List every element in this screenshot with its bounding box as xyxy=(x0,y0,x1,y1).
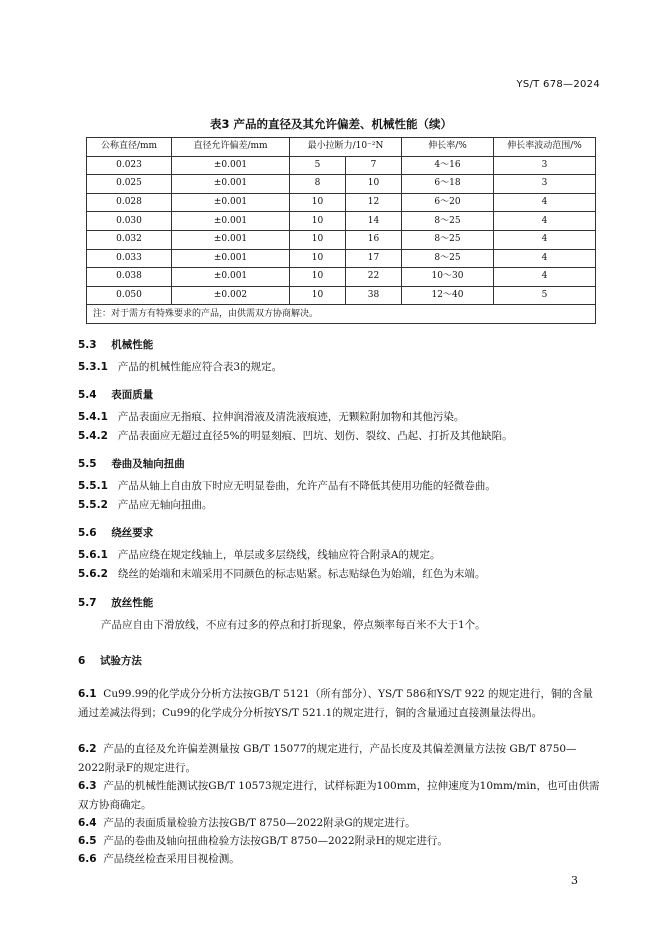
table-cell: 0.038 xyxy=(87,268,172,287)
clause xyxy=(78,777,603,814)
section-title: 放丝性能 xyxy=(111,597,154,609)
table-cell: 4 xyxy=(494,249,596,268)
table-cell: 3 xyxy=(494,156,596,175)
clause-text: 产品的表面质量检验方法按GB/T 8750—2022附录G的规定进行。 xyxy=(103,817,416,829)
table-cell: 0.033 xyxy=(87,249,172,268)
spec-table xyxy=(86,137,596,324)
clause xyxy=(78,412,464,423)
table-cell: 5 xyxy=(494,286,596,305)
table-header-cell: 伸长率/% xyxy=(402,138,494,157)
table-cell: 5 xyxy=(290,156,346,175)
table-cell: 10 xyxy=(290,212,346,231)
clause xyxy=(78,500,212,511)
clause-number: 6.5 xyxy=(78,835,97,847)
clause-number: 5.6.1 xyxy=(78,549,108,561)
table-cell: 8～25 xyxy=(402,230,494,249)
table-cell: 12 xyxy=(346,193,402,212)
table-cell: 0.025 xyxy=(87,175,172,194)
table-header-row xyxy=(87,138,596,157)
clause-text: 产品表面应无超过直径5%的明显刻痕、凹坑、划伤、裂纹、凸起、打折及其他缺陷。 xyxy=(117,430,513,442)
clause xyxy=(78,362,282,373)
clause-text: 产品绕丝检查采用目视检测。 xyxy=(103,853,240,865)
table-cell: 8 xyxy=(290,175,346,194)
table-header-cell: 直径允许偏差/mm xyxy=(172,138,290,157)
table-note-row xyxy=(87,305,596,324)
chapter-heading xyxy=(78,656,142,667)
section-title: 卷曲及轴向扭曲 xyxy=(111,458,185,470)
clause-text: 产品的卷曲及轴向扭曲检验方法按GB/T 8750—2022附录H的规定进行。 xyxy=(103,835,448,847)
section-heading xyxy=(78,598,153,609)
table-cell: 4 xyxy=(494,268,596,287)
clause xyxy=(78,740,603,777)
table-cell: 4 xyxy=(494,230,596,249)
clause-text: 产品的直径及允许偏差测量按 GB/T 15077的规定进行，产品长度及其偏差测量方法按 GB/T 8750—2022附录F的规定进行。 xyxy=(78,743,577,774)
table-cell: 4～16 xyxy=(402,156,494,175)
table-cell: ±0.001 xyxy=(172,230,290,249)
table-cell: 4 xyxy=(494,193,596,212)
table-cell: ±0.001 xyxy=(172,212,290,231)
section-title: 机械性能 xyxy=(111,339,154,351)
table-header-cell: 伸长率波动范围/% xyxy=(494,138,596,157)
table-cell: 8～25 xyxy=(402,249,494,268)
table-header-cell: 最小拉断力/10⁻²N xyxy=(290,138,402,157)
table-cell: ±0.001 xyxy=(172,156,290,175)
table-cell: ±0.001 xyxy=(172,193,290,212)
table-cell: 17 xyxy=(346,249,402,268)
table-cell: 3 xyxy=(494,175,596,194)
table-cell: 14 xyxy=(346,212,402,231)
table-row xyxy=(87,212,596,231)
table-note: 注：对于需方有特殊要求的产品，由供需双方协商解决。 xyxy=(87,305,596,324)
page-number: 3 xyxy=(571,874,578,887)
table-cell: ±0.002 xyxy=(172,286,290,305)
chapter-title: 试验方法 xyxy=(99,655,142,667)
table-cell: 7 xyxy=(346,156,402,175)
table-cell: 10 xyxy=(290,193,346,212)
clause-text: 产品应自由下滑放线，不应有过多的停点和打折现象，停点频率每百米不大于1个。 xyxy=(101,619,486,631)
clause xyxy=(78,431,513,442)
table-cell: 6～20 xyxy=(402,193,494,212)
table-cell: 10 xyxy=(290,268,346,287)
clause-text: 产品的机械性能应符合表3的规定。 xyxy=(117,361,283,373)
table-cell: 10 xyxy=(290,230,346,249)
document-id: YS/T 678—2024 xyxy=(516,79,600,90)
table-cell: ±0.001 xyxy=(172,249,290,268)
table-cell: 0.028 xyxy=(87,193,172,212)
section-heading xyxy=(78,340,153,351)
table-cell: 8～25 xyxy=(402,212,494,231)
table-row xyxy=(87,230,596,249)
table-row xyxy=(87,175,596,194)
table-row xyxy=(87,156,596,175)
section-number: 5.3 xyxy=(78,339,97,351)
clause-text: 产品的机械性能测试按GB/T 10573规定进行，试样标距为100mm，拉伸速度为10mm/min，也可由供需双方协商确定。 xyxy=(78,780,600,811)
table-header-cell: 公称直径/mm xyxy=(87,138,172,157)
clause-number: 5.5.1 xyxy=(78,480,108,492)
table-cell: 0.050 xyxy=(87,286,172,305)
section-number: 5.7 xyxy=(78,597,97,609)
table-cell: 12～40 xyxy=(402,286,494,305)
section-heading xyxy=(78,459,185,470)
clause xyxy=(78,814,603,833)
table-cell: 10 xyxy=(290,286,346,305)
clause-number: 5.4.1 xyxy=(78,411,108,423)
clause-text: 绕丝的始端和末端采用不同颜色的标志贴紧。标志贴绿色为始端，红色为末端。 xyxy=(117,568,486,580)
clause-text: 产品从轴上自由放下时应无明显卷曲，允许产品有不降低其使用功能的轻微卷曲。 xyxy=(117,480,496,492)
clause-number: 6.4 xyxy=(78,817,97,829)
clause-text: 产品应无轴向扭曲。 xyxy=(117,499,213,511)
clause xyxy=(78,832,603,851)
table-cell: 6～18 xyxy=(402,175,494,194)
clause xyxy=(78,685,603,722)
table-cell: 22 xyxy=(346,268,402,287)
table-row xyxy=(87,193,596,212)
clause xyxy=(78,850,603,869)
clause-text: 产品表面应无指痕、拉伸润滑液及清洗液痕迹，无颗粒附加物和其他污染。 xyxy=(117,411,465,423)
table-cell: 0.023 xyxy=(87,156,172,175)
table-cell: 38 xyxy=(346,286,402,305)
clause-number: 6.2 xyxy=(78,743,97,755)
table-row xyxy=(87,286,596,305)
clause-number: 6.1 xyxy=(78,688,97,700)
table-row xyxy=(87,249,596,268)
table-cell: 10～30 xyxy=(402,268,494,287)
clause-number: 6.6 xyxy=(78,853,97,865)
clause-text: 产品应绕在规定线轴上，单层或多层绕线，线轴应符合附录A的规定。 xyxy=(117,549,441,561)
table-cell: 0.030 xyxy=(87,212,172,231)
section-number: 5.4 xyxy=(78,389,97,401)
clause-number: 5.4.2 xyxy=(78,430,108,442)
table-title: 表3 产品的直径及其允许偏差、机械性能（续） xyxy=(209,117,452,131)
clause-number: 5.3.1 xyxy=(78,361,108,373)
table-cell: 10 xyxy=(290,249,346,268)
clause-text: Cu99.99的化学成分分析方法按GB/T 5121（所有部分）、YS/T 586和YS/T 922 的规定进行，铜的含量通过差减法得到；Cu99的化学成分分析按YS/T 521.1的规定进行，铜的含量通过直接测量法得出。 xyxy=(78,688,594,719)
section-heading xyxy=(78,528,153,539)
table-cell: 10 xyxy=(346,175,402,194)
table-cell: ±0.001 xyxy=(172,175,290,194)
chapter-number: 6 xyxy=(78,655,86,667)
clause xyxy=(78,481,496,492)
clause-number: 5.5.2 xyxy=(78,499,108,511)
section-title: 表面质量 xyxy=(111,389,154,401)
clause xyxy=(78,569,485,580)
clause-number: 6.3 xyxy=(78,780,97,792)
section-number: 5.6 xyxy=(78,527,97,539)
table-cell: 16 xyxy=(346,230,402,249)
table-cell: ±0.001 xyxy=(172,268,290,287)
table-cell: 0.032 xyxy=(87,230,172,249)
clause-number: 5.6.2 xyxy=(78,568,108,580)
table-row xyxy=(87,268,596,287)
table-cell: 4 xyxy=(494,212,596,231)
section-number: 5.5 xyxy=(78,458,97,470)
section-title: 绕丝要求 xyxy=(111,527,154,539)
clause xyxy=(78,550,441,561)
section-heading xyxy=(78,390,153,401)
